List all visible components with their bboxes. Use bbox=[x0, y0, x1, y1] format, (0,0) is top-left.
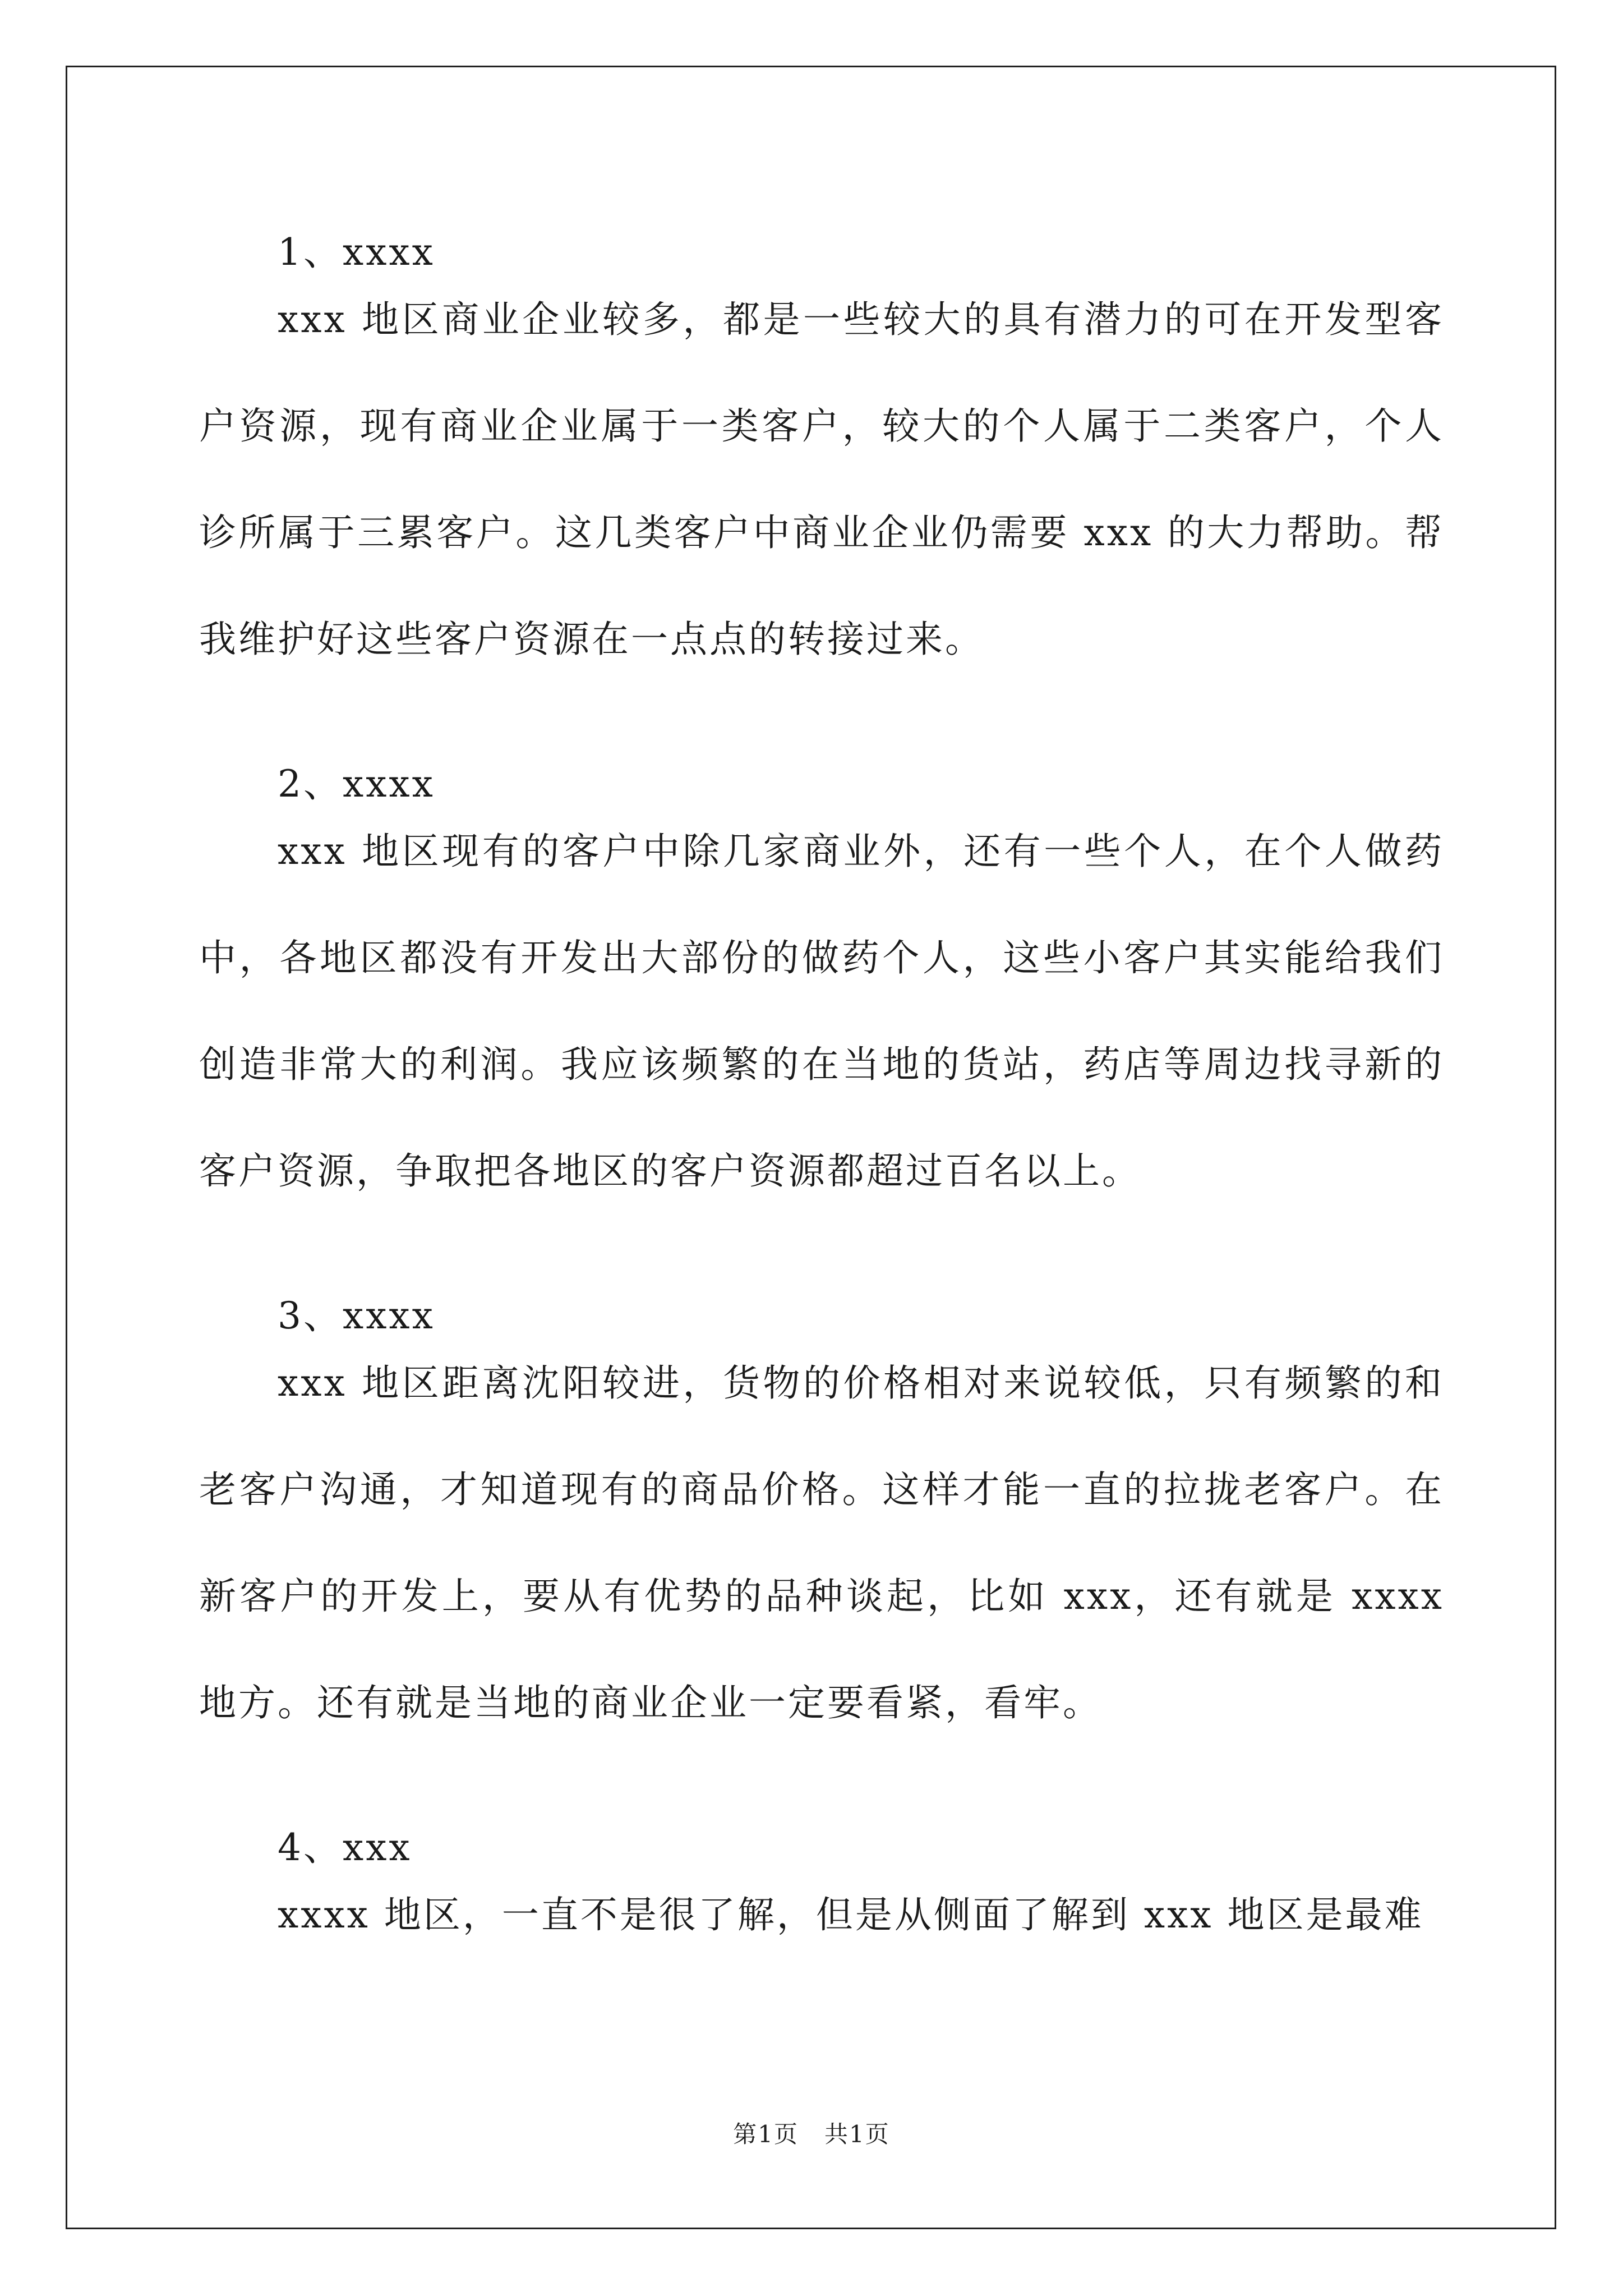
section-1-paragraph: xxx 地区商业企业较多，都是一些较大的具有潜力的可在开发型客户资源，现有商业企业属于一类客户，较大的个人属于二类客户，个人诊所属于三累客户。这几类客户中商业企业仍需要 xxx 的大力帮助。帮我维护好这些客户资源在一点点的转接过来。 bbox=[199, 298, 1444, 661]
section-1-heading: 1、xxxx bbox=[278, 231, 435, 274]
page-footer: 第1页 共1页 bbox=[733, 2120, 890, 2148]
section-2-paragraph: xxx 地区现有的客户中除几家商业外，还有一些个人，在个人做药中，各地区都没有开发出大部份的做药个人，这些小客户其实能给我们创造非常大的利润。我应该频繁的在当地的货站，药店等周边找寻新的客户资源，争取把各地区的客户资源都超过百名以上。 bbox=[199, 830, 1444, 1193]
section-4-paragraph: xxxx 地区，一直不是很了解，但是从侧面了解到 xxx 地区是最难 bbox=[278, 1893, 1424, 1936]
section-3-paragraph: xxx 地区距离沈阳较进，货物的价格相对来说较低，只有频繁的和老客户沟通，才知道现有的商品价格。这样才能一直的拉拢老客户。在新客户的开发上，要从有优势的品种谈起，比如 xxx，还有就是 xxxx 地方。还有就是当地的商业企业一定要看紧，看牢。 bbox=[199, 1361, 1444, 1724]
section-2-heading: 2、xxxx bbox=[278, 762, 435, 806]
section-4-heading: 4、xxx bbox=[278, 1826, 412, 1869]
section-3-heading: 3、xxxx bbox=[278, 1294, 435, 1337]
